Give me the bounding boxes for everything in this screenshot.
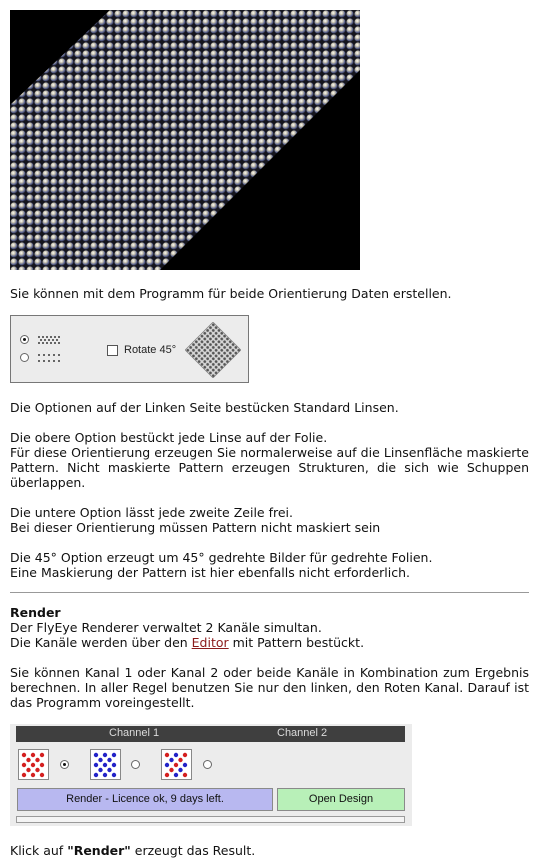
lens-grid-image (10, 10, 360, 270)
render-heading: Render (10, 605, 61, 620)
red-channel-swatch[interactable] (18, 749, 49, 780)
render-line-2-after: mit Pattern bestückt. (228, 635, 365, 650)
channel-2-title: Channel 2 (277, 727, 328, 739)
channel-2-radio[interactable] (131, 760, 140, 769)
option-skip-row-radio[interactable] (20, 353, 29, 362)
top-option-description (10, 430, 529, 490)
bottom-option-line: Die untere Option lässt jede zweite Zeile frei. (10, 505, 293, 520)
option-standard-radio[interactable] (20, 335, 29, 344)
rotated-grid-preview (185, 322, 241, 378)
channel-panel (10, 724, 412, 826)
section-divider (10, 592, 529, 593)
channel-both-radio[interactable] (203, 760, 212, 769)
render-button[interactable]: Render - Licence ok, 9 days left. (17, 788, 273, 811)
red-dot-pattern (19, 750, 48, 779)
channel-header (16, 726, 405, 742)
rotate-option-line: Die 45° Option erzeugt um 45° gedrehte Bilder für gedrehte Folien. (10, 550, 433, 565)
rotate-option-detail: Eine Maskierung der Pattern ist hier ebenfalls nicht erforderlich. (10, 565, 411, 580)
rotate-45-label: Rotate 45° (124, 344, 177, 356)
intro-text: Sie können mit dem Programm für beide Orientierung Daten erstellen. (10, 286, 452, 301)
footer-after: erzeugt das Result. (130, 843, 256, 858)
footer-before: Klick auf (10, 843, 68, 858)
editor-link[interactable]: Editor (191, 635, 229, 650)
bottom-option-detail: Bei dieser Orientierung müssen Pattern nicht maskiert sein (10, 520, 381, 535)
orientation-options-panel (10, 315, 249, 383)
footer-text (10, 843, 529, 858)
top-option-detail: Für diese Orientierung erzeugen Sie normalerweise auf die Linsenfläche maskierte Pattern. Nicht maskierte Pattern erzeugen Strukturen, die sich wie Schuppen überlappen. (10, 445, 529, 490)
options-intro: Die Optionen auf der Linken Seite bestücken Standard Linsen. (10, 400, 399, 415)
open-design-button[interactable]: Open Design (277, 788, 405, 811)
combined-channel-swatch[interactable] (161, 749, 192, 780)
render-line-1: Der FlyEye Renderer verwaltet 2 Kanäle simultan. (10, 620, 322, 635)
channel-1-radio[interactable] (60, 760, 69, 769)
footer-bold: "Render" (67, 843, 131, 858)
blue-dot-pattern (91, 750, 120, 779)
render-explanation: Sie können Kanal 1 oder Kanal 2 oder beide Kanäle in Kombination zum Ergebnis berechnen. In aller Regel benutzen Sie nur den linken, den Roten Kanal. Darauf ist das Programm voreingestellt. (10, 665, 529, 710)
top-option-line: Die obere Option bestückt jede Linse auf der Folie. (10, 430, 328, 445)
combined-dot-pattern (162, 750, 191, 779)
sparse-grid-icon (38, 354, 62, 362)
render-section (10, 605, 529, 650)
channel-1-title: Channel 1 (109, 727, 160, 739)
progress-bar (16, 816, 405, 823)
render-line-2 (10, 635, 529, 650)
bottom-option-description (10, 505, 529, 535)
dense-grid-icon (38, 336, 62, 344)
rotate-45-checkbox[interactable] (107, 345, 118, 356)
render-line-2-before: Die Kanäle werden über den (10, 635, 192, 650)
rotate-option-description (10, 550, 529, 580)
blue-channel-swatch[interactable] (90, 749, 121, 780)
